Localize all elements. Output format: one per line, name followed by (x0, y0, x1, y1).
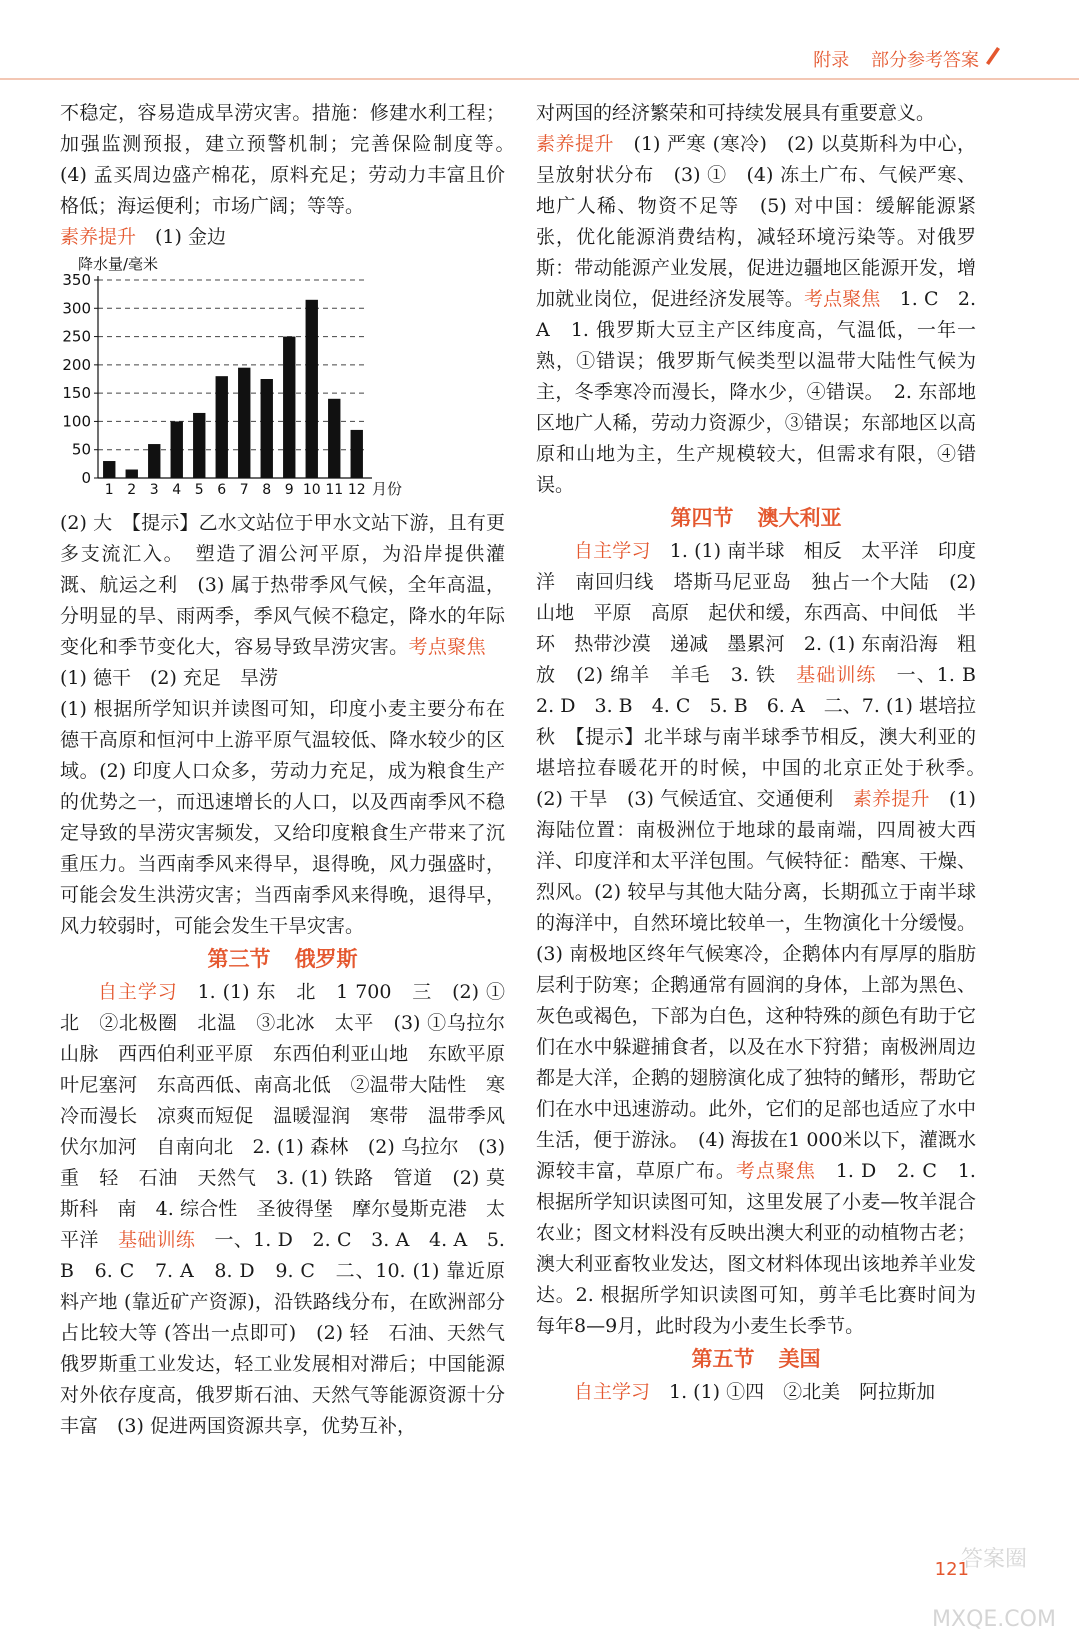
chart-x-tick-label: 8 (262, 482, 272, 498)
chart-y-tick-label: 150 (62, 384, 91, 403)
chart-y-tick-label: 100 (62, 412, 91, 431)
section-heading-usa (536, 1344, 976, 1375)
answer-text: (1) 德干 (2) 充足 旱涝 (60, 636, 505, 689)
chart-bar (328, 399, 340, 478)
chart-bar (171, 421, 183, 478)
chart-x-tick-label: 3 (149, 482, 159, 498)
chart-svg (60, 253, 505, 508)
chart-y-tick-label: 250 (62, 327, 91, 346)
chart-bar (126, 470, 138, 478)
answer-text: 1. C 2. A 1. 俄罗斯大豆主产区纬度高，气温低，一年一熟，①错误；俄罗斯气候类型以温带大陆性气候为主，冬季寒冷而漫长，降水少，④错误。 2. 东部地区地广人稀，劳动力资源少，③错误；东部地区以高原和山地为主，生产规模较大，但需求有限，④错误。 (536, 288, 976, 496)
tag-focus: 考点聚焦 (408, 636, 486, 658)
chart-x-tick-label: 2 (127, 482, 137, 498)
tag-basic-training: 基础训练 (117, 1229, 196, 1251)
chart-x-tick-label: 9 (284, 482, 294, 498)
chart-x-tick-label: 4 (172, 482, 182, 498)
chart-y-tick-label: 300 (62, 299, 91, 318)
tag-literacy: 素养提升 (536, 133, 615, 155)
answer-text: 1. (1) 东 北 1 700 三 (2) ①北 ②北极圈 北温 ③北冰 太平 (3) ①乌拉尔山脉 西西伯利亚平原 东西伯利亚山地 东欧平原 叶尼塞河 东高西低、南高北低 ②温带大陆性 寒冷而漫长 凉爽而短促 温暖湿润 寒带 温带季风 伏尔加河 自南向北 2. (1) 森林 (2) 乌拉尔 (3) 重 轻 石油 天然气 3. (1) 铁路 管道 (2) 莫斯科 南 4. 综合性 圣彼得堡 摩尔曼斯克港 太平洋 (60, 981, 525, 1251)
page-header (797, 46, 979, 72)
right-paragraph-4 (536, 1377, 976, 1408)
tag-focus: 考点聚焦 (804, 288, 881, 310)
left-paragraph-4: (1) 根据所学知识并读图可知，印度小麦主要分布在德干高原和恒河中上游平原气温较低、降水较少的区域。(2) 印度人口众多，劳动力充足，成为粮食生产的优势之一，而迅速增长的人口，以及西南季风不稳定导致的旱涝灾害频发，又给印度粮食生产带来了沉重压力。当西南季风来得早，退得晚，风力强盛时，可能会发生洪涝灾害；当西南季风来得晚，退得早，风力较弱时，可能会发生干旱灾害。 (60, 698, 505, 937)
tag-self-study: 自主学习 (574, 1381, 651, 1403)
section-number: 第五节 (691, 1347, 755, 1371)
header-section: 附录 (813, 50, 850, 71)
answer-text: (1) 金边 (136, 226, 226, 248)
section-number: 第四节 (670, 506, 734, 530)
chart-x-tick-label: 7 (239, 482, 249, 498)
section-heading-russia (60, 944, 505, 975)
answer-text: (1) 海陆位置：南极洲位于地球的最南端，四周被大西洋、印度洋和太平洋包围。气候特征：酷寒、干燥、烈风。(2) 较早与其他大陆分离，长期孤立于南半球的海洋中，自然环境比较单一，生物演化十分缓慢。(3) 南极地区终年气候寒冷，企鹅体内有厚厚的脂肪层利于防寒；企鹅通常有圆润的身体，上部为黑色、灰色或褐色，下部为白色，这种特殊的颜色有助于它们在水中躲避捕食者，以及在水下狩猎；南极洲周边都是大洋，企鹅的翅膀演化成了独特的鳍形，帮助它们在水中迅速游动。此外，它们的足部也适应了水中生活，便于游泳。 (4) 海拔在1 000米以下，灌溉水源较丰富，草原广布。 (536, 788, 976, 1182)
chart-bar (238, 368, 250, 478)
right-column (536, 98, 996, 1408)
answer-text: 1. (1) 南半球 相反 太平洋 印度洋 南回归线 塔斯马尼亚岛 独占一个大陆 (2) 山地 平原 高原 起伏和缓，东西高、中间低 半环 热带沙漠 递减 墨累河 2. (1) 东南沿海 粗放 (2) 绵羊 羊毛 3. 铁 (536, 540, 976, 686)
chart-x-label: 月份 (372, 480, 403, 498)
chart-bar (216, 376, 228, 478)
answer-text: 1. (1) ①四 ②北美 阿拉斯加 (650, 1381, 936, 1403)
chart-bar (306, 300, 318, 478)
answer-text: 一、1. B 2. D 3. B 4. C 5. B 6. A 二、7. (1) 堪培拉 秋 【提示】北半球与南半球季节相反，澳大利亚的堪培拉春暖花开的时候，中国的北京正处于秋季。 (2) 干旱 (3) 气候适宜、交通便利 (536, 664, 996, 810)
chart-x-tick-label: 5 (194, 482, 204, 498)
answer-text: 1. D 2. C 1. 根据所学知识读图可知，这里发展了小麦—牧羊混合农业；图文材料没有反映出澳大利亚的动植物古老；澳大利亚畜牧业发达，图文材料体现出该地养羊业发达。2. 根据所学知识读图可知，剪羊毛比赛时间为每年8—9月，此时段为小麦生长季节。 (536, 1160, 976, 1337)
answer-text: (1) 严寒 (寒冷) (2) 以莫斯科为中心，呈放射状分布 (3) ① (4) 冻土广布、气候严寒、地广人稀、物资不足等 (5) 对中国：缓解能源紧张，优化能源消费结构，减轻环境污染等。对俄罗斯：带动能源产业发展，促进边疆地区能源开发，增加就业岗位，促进经济发展等。 (536, 133, 976, 310)
right-paragraph-3 (536, 536, 996, 1342)
chart-x-tick-label: 10 (302, 482, 321, 498)
section-name: 澳大利亚 (757, 506, 842, 530)
chart-x-tick-label: 1 (104, 482, 114, 498)
tag-focus: 考点聚焦 (735, 1160, 816, 1182)
chart-bar (193, 413, 205, 478)
section-name: 俄罗斯 (294, 947, 358, 971)
chart-x-tick-label: 11 (325, 482, 344, 498)
chart-bar (283, 337, 295, 478)
chart-y-tick-label: 0 (81, 469, 91, 487)
page-number: 121 (934, 1559, 969, 1580)
precipitation-chart (60, 253, 505, 508)
left-paragraph-2 (60, 222, 505, 253)
chart-x-tick-label: 6 (217, 482, 227, 498)
pen-icon (983, 44, 1001, 66)
tag-self-study: 自主学习 (98, 981, 178, 1003)
left-paragraph-3 (60, 508, 505, 694)
chart-bar (261, 379, 273, 478)
chart-x-tick-label: 12 (347, 482, 366, 498)
left-column (60, 98, 525, 1442)
chart-y-tick-label: 50 (71, 440, 91, 459)
chart-y-tick-label: 350 (62, 271, 91, 289)
chart-bar (148, 444, 160, 478)
tag-basic-training: 基础训练 (796, 664, 877, 686)
chart-y-tick-label: 200 (62, 355, 91, 374)
section-name: 美国 (778, 1347, 821, 1371)
chart-bar (103, 461, 115, 478)
right-paragraph-1: 对两国的经济繁荣和可持续发展具有重要意义。 (536, 102, 936, 124)
tag-literacy: 素养提升 (60, 226, 137, 248)
answer-text: 一、1. D 2. C 3. A 4. A 5. B 6. C 7. A 8. D 9. C 二、10. (1) 靠近原料产地 (靠近矿产资源)，沿铁路线分布，在欧洲部分占比较大等 (答出一点即可) (2) 轻 石油、天然气 俄罗斯重工业发达，轻工业发展相对滞后；中国能源对外依存度高，俄罗斯石油、天然气等能源资源十分丰富 (3) 促进两国资源共享，优势互补， (60, 1229, 525, 1437)
watermark-logo: 答案圈 MXQE.COM (932, 1547, 1056, 1632)
answer-text: (2) 大 【提示】乙水文站位于甲水文站下游，且有更多支流汇入。 塑造了湄公河平原，为沿岸提供灌溉、航运之利 (3) 属于热带季风气候，全年高温，分明显的旱、雨两季，季风气候不稳定，降水的年际变化和季节变化大，容易导致旱涝灾害。 (60, 512, 505, 658)
section-heading-australia (536, 503, 976, 534)
header-divider (0, 78, 1079, 80)
left-paragraph-5 (60, 977, 525, 1442)
tag-self-study: 自主学习 (574, 540, 651, 562)
chart-y-label: 降水量/毫米 (78, 255, 159, 273)
left-paragraph-1: 不稳定，容易造成旱涝灾害。措施：修建水利工程；加强监测预报，建立预警机制；完善保险制度等。 (4) 孟买周边盛产棉花，原料充足；劳动力丰富且价格低；海运便利；市场广阔；等等。 (60, 102, 525, 217)
section-number: 第三节 (207, 947, 271, 971)
chart-bar (351, 430, 363, 478)
right-paragraph-2 (536, 129, 976, 501)
header-title: 部分参考答案 (871, 50, 979, 71)
tag-literacy: 素养提升 (852, 788, 930, 810)
